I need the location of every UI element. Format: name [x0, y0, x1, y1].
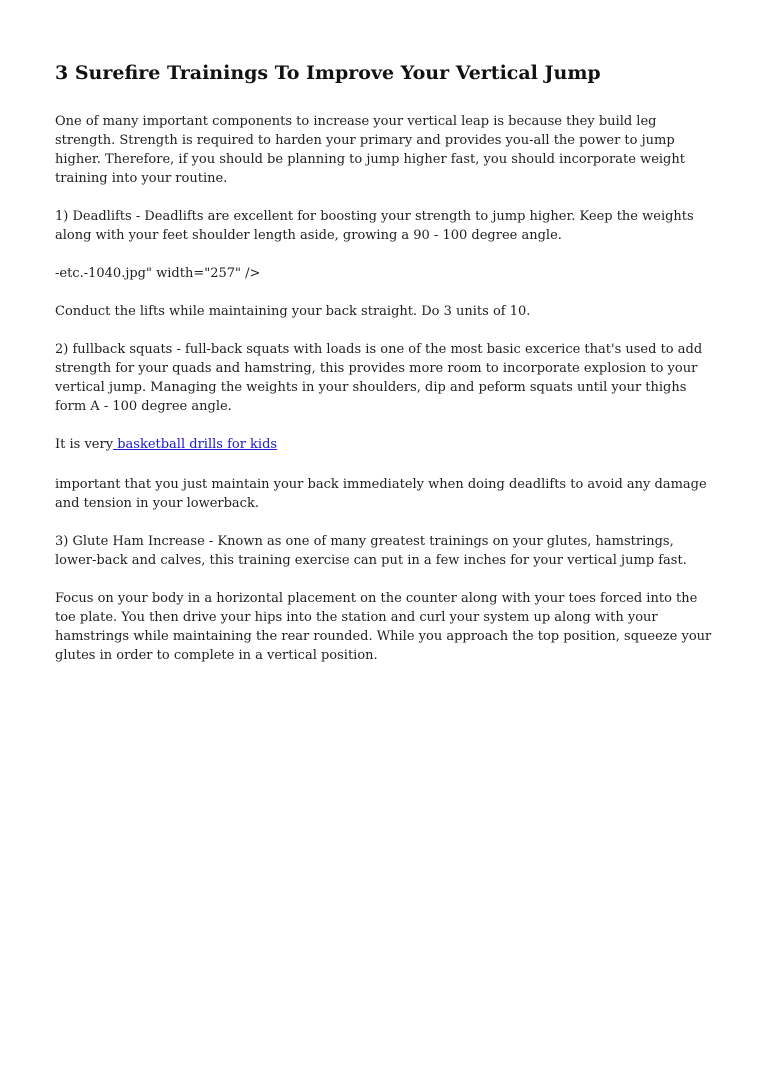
paragraph-glute-ham: 3) Glute Ham Increase - Known as one of many greatest trainings on your glutes, hamstrings, lower-back and calves, this training exercise can put in a few inches for your vertical jump fast.: [55, 534, 687, 568]
paragraph-fullback-squats: 2) fullback squats - full-back squats with loads is one of the most basic excerice that's used to add strength for your quads and hamstring, this provides more room to incorporate explosion to your vertical jump. Managing the weights in your shoulders, dip and peform squats until your thighs form A - 100 degree angle.: [55, 342, 703, 414]
paragraph-focus-body: Focus on your body in a horizontal placement on the counter along with your toes forced into the toe plate. You then drive your hips into the station and curl your system up along with your hamstrings while maintaining the rear rounded. While you approach the top position, squeeze your glutes in order to complete in a vertical position.: [55, 591, 712, 663]
paragraph-link-line: [55, 435, 715, 454]
document-page: [55, 58, 715, 665]
link-prefix-text: It is very: [55, 437, 114, 452]
paragraph-back-advice: important that you just maintain your back immediately when doing deadlifts to avoid any damage and tension in your lowerback.: [55, 477, 707, 511]
paragraph-conduct-lifts: Conduct the lifts while maintaining your back straight. Do 3 units of 10.: [55, 304, 531, 319]
document-title: 3 Surefire Trainings To Improve Your Vertical Jump: [55, 62, 601, 84]
paragraph-intro: One of many important components to increase your vertical leap is because they build leg strength. Strength is required to harden your primary and provides you-all the power to jump higher. Therefore, if you should be planning to jump higher fast, you should incorporate weight training into your routine.: [55, 114, 685, 186]
paragraph-deadlifts: 1) Deadlifts - Deadlifts are excellent for boosting your strength to jump higher. Keep the weights along with your feet shoulder length aside, growing a 90 - 100 degree angle.: [55, 209, 694, 243]
basketball-drills-link[interactable]: basketball drills for kids: [113, 437, 278, 452]
paragraph-broken-image-markup: -etc.-1040.jpg" width="257" />: [55, 266, 261, 281]
